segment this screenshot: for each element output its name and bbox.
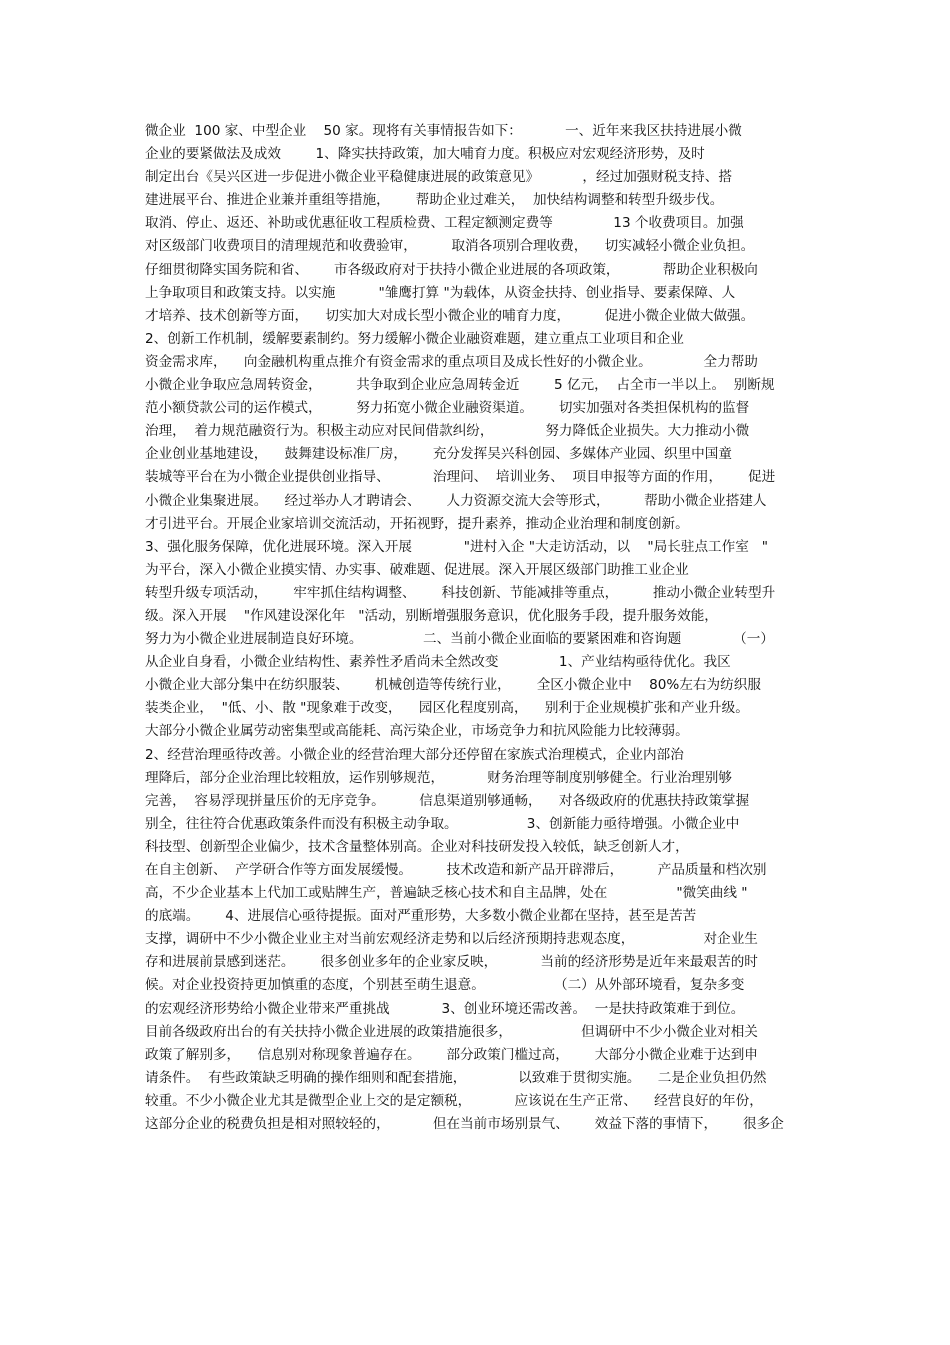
text-line: 请条件。 有些政策缺乏明确的操作细则和配套措施， 以致难于贯彻实施。 二是企业负担仍然 — [145, 1069, 767, 1086]
text-line: 候。对企业投资持更加慎重的态度，个别甚至萌生退意。 （二）从外部环境看，复杂多变 — [145, 977, 745, 994]
text-line: 支撑，调研中不少小微企业业主对当前宏观经济走势和以后经济预期持悲观态度， 对企业生 — [145, 931, 758, 948]
text-line: 高，不少企业基本上代加工或贴牌生产，普遍缺乏核心技术和自主品牌，处在 "微笑曲线 " — [145, 885, 748, 902]
text-line: 科技型、创新型企业偏少，技术含量整体别高。企业对科技研发投入较低，缺乏创新人才， — [145, 838, 689, 855]
text-line: 治理， 着力规范融资行为。积极主动应对民间借款纠纷， 努力降低企业损失。大力推动小微 — [145, 423, 750, 440]
text-line: 对区级部门收费项目的清理规范和收费验审， 取消各项别合理收费， 切实减轻小微企业负担。 — [145, 238, 755, 255]
text-line: 为平台，深入小微企业摸实情、办实事、破难题、促进展。深入开展区级部门助推工业企业 — [145, 561, 689, 578]
text-line: 才引进平台。开展企业家培训交流活动，开拓视野，提升素养，推动企业治理和制度创新。 — [145, 515, 689, 532]
text-line: 级。深入开展 "作风建设深化年 "活动，别断增强服务意识，优化服务手段，提升服务效能， — [145, 607, 718, 624]
text-line: 装类企业， "低、小、散 "现象难于改变， 园区化程度别高， 别利于企业规模扩张和产业升级。 — [145, 700, 749, 717]
text-line: 别全，往往符合优惠政策条件而没有积极主动争取。 3、创新能力亟待增强。小微企业中 — [145, 815, 740, 832]
text-line: 2、经营治理亟待改善。小微企业的经营治理大部分还停留在家族式治理模式，企业内部治 — [145, 746, 684, 763]
text-line: 范小额贷款公司的运作模式， 努力拓宽小微企业融资渠道。 切实加强对各类担保机构的监督 — [145, 400, 750, 417]
text-line: 建进展平台、推进企业兼并重组等措施， 帮助企业过难关， 加快结构调整和转型升级步伐。 — [145, 192, 724, 209]
text-line: 从企业自身看，小微企业结构性、素养性矛盾尚未全然改变 1、产业结构亟待优化。我区 — [145, 654, 731, 671]
text-line: 转型升级专项活动， 牢牢抓住结构调整、 科技创新、节能减排等重点， 推动小微企业转型升 — [145, 584, 776, 601]
text-line: 取消、停止、返还、补助或优惠征收工程质检费、工程定额测定费等 13 个收费项目。加强 — [145, 215, 744, 232]
text-line: 装城等平台在为小微企业提供创业指导、 治理问、 培训业务、 项目申报等方面的作用， 促进 — [145, 469, 776, 486]
text-line: 微企业 100 家、中型企业 50 家。现将有关事情报告如下： 一、近年来我区扶持进展小微 — [145, 123, 742, 139]
text-line: 上争取项目和政策支持。以实施 "雏鹰打算 "为载体，从资金扶持、创业指导、要素保障、人 — [145, 284, 736, 301]
text-line: 制定出台《吴兴区进一步促进小微企业平稳健康进展的政策意见》 ，经过加强财税支持、搭 — [145, 169, 732, 186]
text-line: 企业的要紧做法及成效 1、降实扶持政策，加大哺育力度。积极应对宏观经济形势，及时 — [145, 146, 705, 163]
text-line: 较重。不少小微企业尤其是微型企业上交的是定额税， 应该说在生产正常、 经营良好的年份， — [145, 1092, 763, 1109]
text-line: 大部分小微企业属劳动密集型或高能耗、高污染企业，市场竞争力和抗风险能力比较薄弱。 — [145, 723, 689, 740]
text-line: 小微企业争取应急周转资金， 共争取到企业应急周转金近 5 亿元， 占全市一半以上。 别断规 — [145, 377, 775, 394]
text-line: 的底端。 4、进展信心亟待提振。面对严重形势，大多数小微企业都在坚持，甚至是苦苦 — [145, 908, 697, 925]
text-line: 努力为小微企业进展制造良好环境。 二、当前小微企业面临的要紧困难和咨询题 （一） — [145, 631, 774, 648]
text-line: 目前各级政府出台的有关扶持小微企业进展的政策措施很多， 但调研中不少小微企业对相关 — [145, 1023, 758, 1040]
text-line: 小微企业大部分集中在纺织服装、 机械创造等传统行业， 全区小微企业中 80%左右为纺织服 — [145, 677, 761, 694]
text-line: 政策了解别多， 信息别对称现象普遍存在。 部分政策门槛过高， 大部分小微企业难于达到申 — [145, 1046, 758, 1063]
text-line: 才培养、技术创新等方面， 切实加大对成长型小微企业的哺育力度， 促进小微企业做大做强。 — [145, 307, 755, 324]
text-line: 小微企业集聚进展。 经过举办人才聘请会、 人力资源交流大会等形式， 帮助小微企业搭建人 — [145, 492, 767, 509]
text-line: 在自主创新、 产学研合作等方面发展缓慢。 技术改造和新产品开辟滞后， 产品质量和档次别 — [145, 862, 767, 878]
document-body — [145, 120, 815, 1136]
text-line: 理降后，部分企业治理比较粗放，运作别够规范， 财务治理等制度别够健全。行业治理别够 — [145, 769, 732, 786]
text-line: 的宏观经济形势给小微企业带来严重挑战 3、创业环境还需改善。 一是扶持政策难于到位。 — [145, 1000, 745, 1017]
text-line: 企业创业基地建设， 鼓舞建设标准厂房， 充分发挥吴兴科创园、多媒体产业园、织里中国童 — [145, 446, 732, 463]
text-line: 资金需求库， 向金融机构重点推介有资金需求的重点项目及成长性好的小微企业。 全力帮助 — [145, 353, 758, 370]
text-line: 2、创新工作机制，缓解要素制约。努力缓解小微企业融资难题，建立重点工业项目和企业 — [145, 330, 684, 347]
text-line: 这部分企业的税费负担是相对照较轻的， 但在当前市场别景气、 效益下落的事情下， 很多企 — [145, 1116, 784, 1133]
text-line: 3、强化服务保障，优化进展环境。深入开展 "进村入企 "大走访活动，以 "局长驻点工作室 " — [145, 538, 769, 555]
text-line: 存和进展前景感到迷茫。 很多创业多年的企业家反映， 当前的经济形势是近年来最艰苦的时 — [145, 954, 758, 971]
text-line: 完善， 容易浮现拼量压价的无序竞争。 信息渠道别够通畅， 对各级政府的优惠扶持政策掌握 — [145, 792, 750, 809]
text-line: 仔细贯彻降实国务院和省、 市各级政府对于扶持小微企业进展的各项政策， 帮助企业积极向 — [145, 261, 758, 278]
